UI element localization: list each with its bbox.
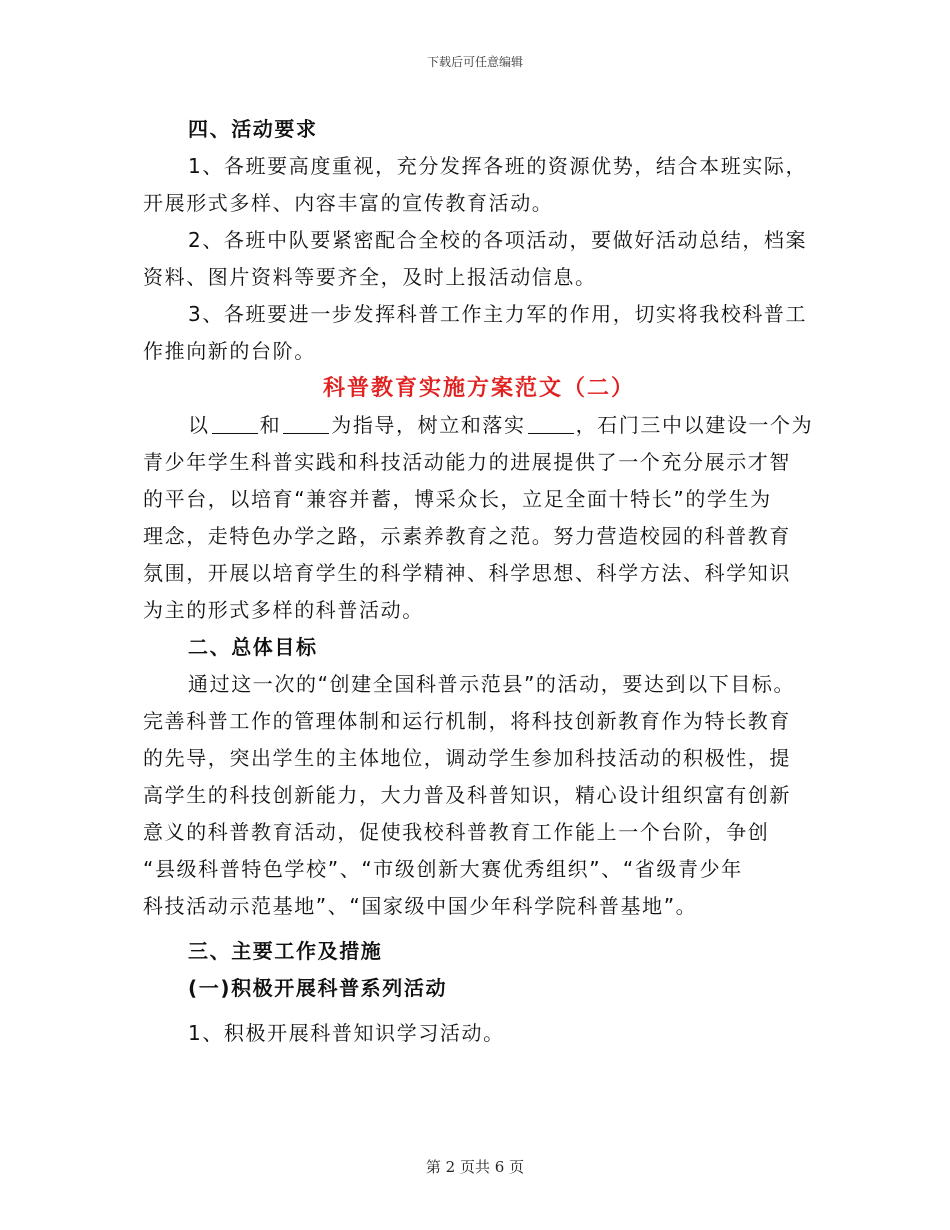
paragraph-line: 氛围，开展以培育学生的科学精神、科学思想、科学方法、科学知识 [143,561,791,585]
paragraph-line [143,407,815,444]
subsection-heading: (一)积极开展科普系列活动 [188,976,448,1000]
paragraph-line: 1、各班要高度重视，充分发挥各班的资源优势，结合本班实际， [188,154,808,178]
page-number: 第 2 页共 6 页 [425,1158,525,1176]
paragraph-line: 青少年学生科普实践和科技活动能力的进展提供了一个充分展示才智 [143,450,791,474]
paragraph-line: “县级科普特色学校”、“市级创新大赛优秀组织”、“省级青少年 [143,857,743,881]
paragraph-line: 通过这一次的“创建全国科普示范县”的活动，要达到以下目标。 [188,672,796,696]
paragraph-line: 理念，走特色办学之路，示素养教育之范。努力营造校园的科普教育 [143,524,791,548]
paragraph-line: 作推向新的台阶。 [143,339,316,363]
paragraph-line: 完善科普工作的管理体制和运行机制，将科技创新教育作为特长教育 [143,709,791,733]
text-fragment: 以 [188,413,210,437]
paragraph-line: 资料、图片资料等要齐全，及时上报活动信息。 [143,265,597,289]
fill-blank [212,415,258,434]
text-fragment: 为指导，树立和落实 [331,413,526,437]
paragraph-line: 为主的形式多样的科普活动。 [143,598,424,622]
text-fragment: ，石门三中以建设一个为 [575,413,814,437]
section-heading-activity-requirements: 四、活动要求 [188,117,318,141]
paragraph-line: 2、各班中队要紧密配合全校的各项活动，要做好活动总结，档案 [188,228,808,252]
section-heading-main-work: 三、主要工作及措施 [188,939,383,963]
header-note: 下载后可任意编辑 [426,55,523,69]
paragraph-line: 意义的科普教育活动，促使我校科普教育工作能上一个台阶，争创 [143,820,770,844]
paragraph-line: 高学生的科技创新能力，大力普及科普知识，精心设计组织富有创新 [143,783,791,807]
paragraph-line: 的平台，以培育“兼容并蓄，博采众长，立足全面十特长”的学生为 [143,487,772,511]
fill-blank [283,415,329,434]
spacer [143,1007,815,1015]
section-heading-overall-goals: 二、总体目标 [188,635,318,659]
document-body [143,111,815,1052]
paragraph-line: 1、积极开展科普知识学习活动。 [188,1021,505,1045]
paragraph-line: 开展形式多样、内容丰富的宣传教育活动。 [143,191,554,215]
paragraph-line: 3、各班要进一步发挥科普工作主力军的作用，切实将我校科普工 [188,302,808,326]
text-fragment: 和 [259,413,282,437]
spacer [143,925,815,933]
fill-blank [528,415,574,434]
paragraph-line: 科技活动示范基地”、“国家级中国少年科学院科普基地”。 [143,894,698,918]
document-title: 科普教育实施方案范文（二） [322,376,635,401]
paragraph-line: 的先导，突出学生的主体地位，调动学生参加科技活动的积极性，提 [143,746,791,770]
